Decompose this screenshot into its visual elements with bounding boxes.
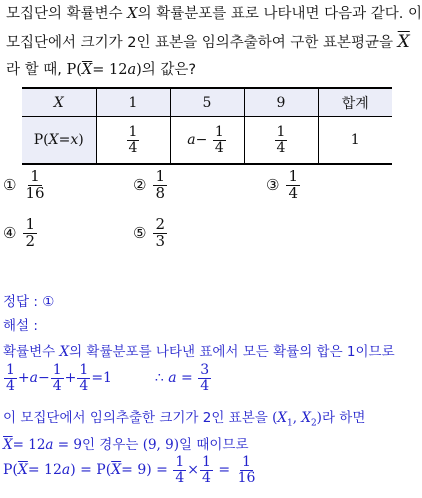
probability-table (22, 87, 392, 165)
choice-1[interactable]: ① $\frac{1}{16}$ (3, 167, 45, 202)
table-header-cell: 9 (244, 88, 318, 117)
question-line-3: 라 할 때, $P(\overline{X}= 12a)$의 값은? (6, 62, 197, 78)
row-label: P(X=x) (22, 117, 96, 165)
table-row (22, 117, 392, 165)
choice-2[interactable]: ② $\frac{1}{8}$ (133, 167, 165, 202)
table-header-cell: 합계 (318, 88, 392, 117)
explanation-heading: 해설 : (3, 318, 38, 334)
choice-4[interactable]: ④ $\frac{1}{2}$ (3, 215, 35, 250)
choice-3[interactable]: ③ $\frac{1}{4}$ (266, 167, 298, 202)
choice-5[interactable]: ⑤ $\frac{2}{3}$ (133, 215, 165, 250)
table-cell: a− $\frac{1}{4}$ (170, 117, 244, 165)
solution-line-3: 이 모집단에서 임의추출한 크기가 2인 표본을 ($X_1$, $X_2$)라 하면 (3, 410, 366, 429)
table-cell: $\frac{1}{4}$ (96, 117, 170, 165)
solution-line-1: 확률변수 X의 확률분포를 나타낸 표에서 모든 확률의 합은 1이므로 (3, 344, 395, 360)
answer-label: 정답 : ① (3, 294, 55, 310)
question-line-1: 모집단의 확률변수 X의 확률분포를 표로 나타내면 다음과 같다. 이 (6, 6, 422, 22)
table-cell: $\frac{1}{4}$ (244, 117, 318, 165)
table-header-cell: 1 (96, 88, 170, 117)
table-cell: 1 (318, 117, 392, 165)
table-header-row (22, 88, 392, 117)
table-header-cell: X (22, 88, 96, 117)
solution-line-5: $P(\overline{X}= 12a) = P(\overline{X}= 9)$ = $\frac{1}{4}$ × $\frac{1}{4}$ = $\frac{1}{16}$ (3, 454, 256, 486)
question-line-2: 모집단에서 크기가 2인 표본을 임의추출하여 구한 표본평균을 $\overline{X}$ (6, 32, 410, 52)
solution-line-2: $\frac{1}{4}$ +a− $\frac{1}{4}$ + $\frac{1}{4}$ =1 ∴ a = $\frac{3}{4}$ (6, 362, 210, 394)
solution-line-4: $\overline{X}= 12a = 9$인 경우는 (9, 9)일 때이므로 (3, 437, 249, 453)
table-header-cell: 5 (170, 88, 244, 117)
